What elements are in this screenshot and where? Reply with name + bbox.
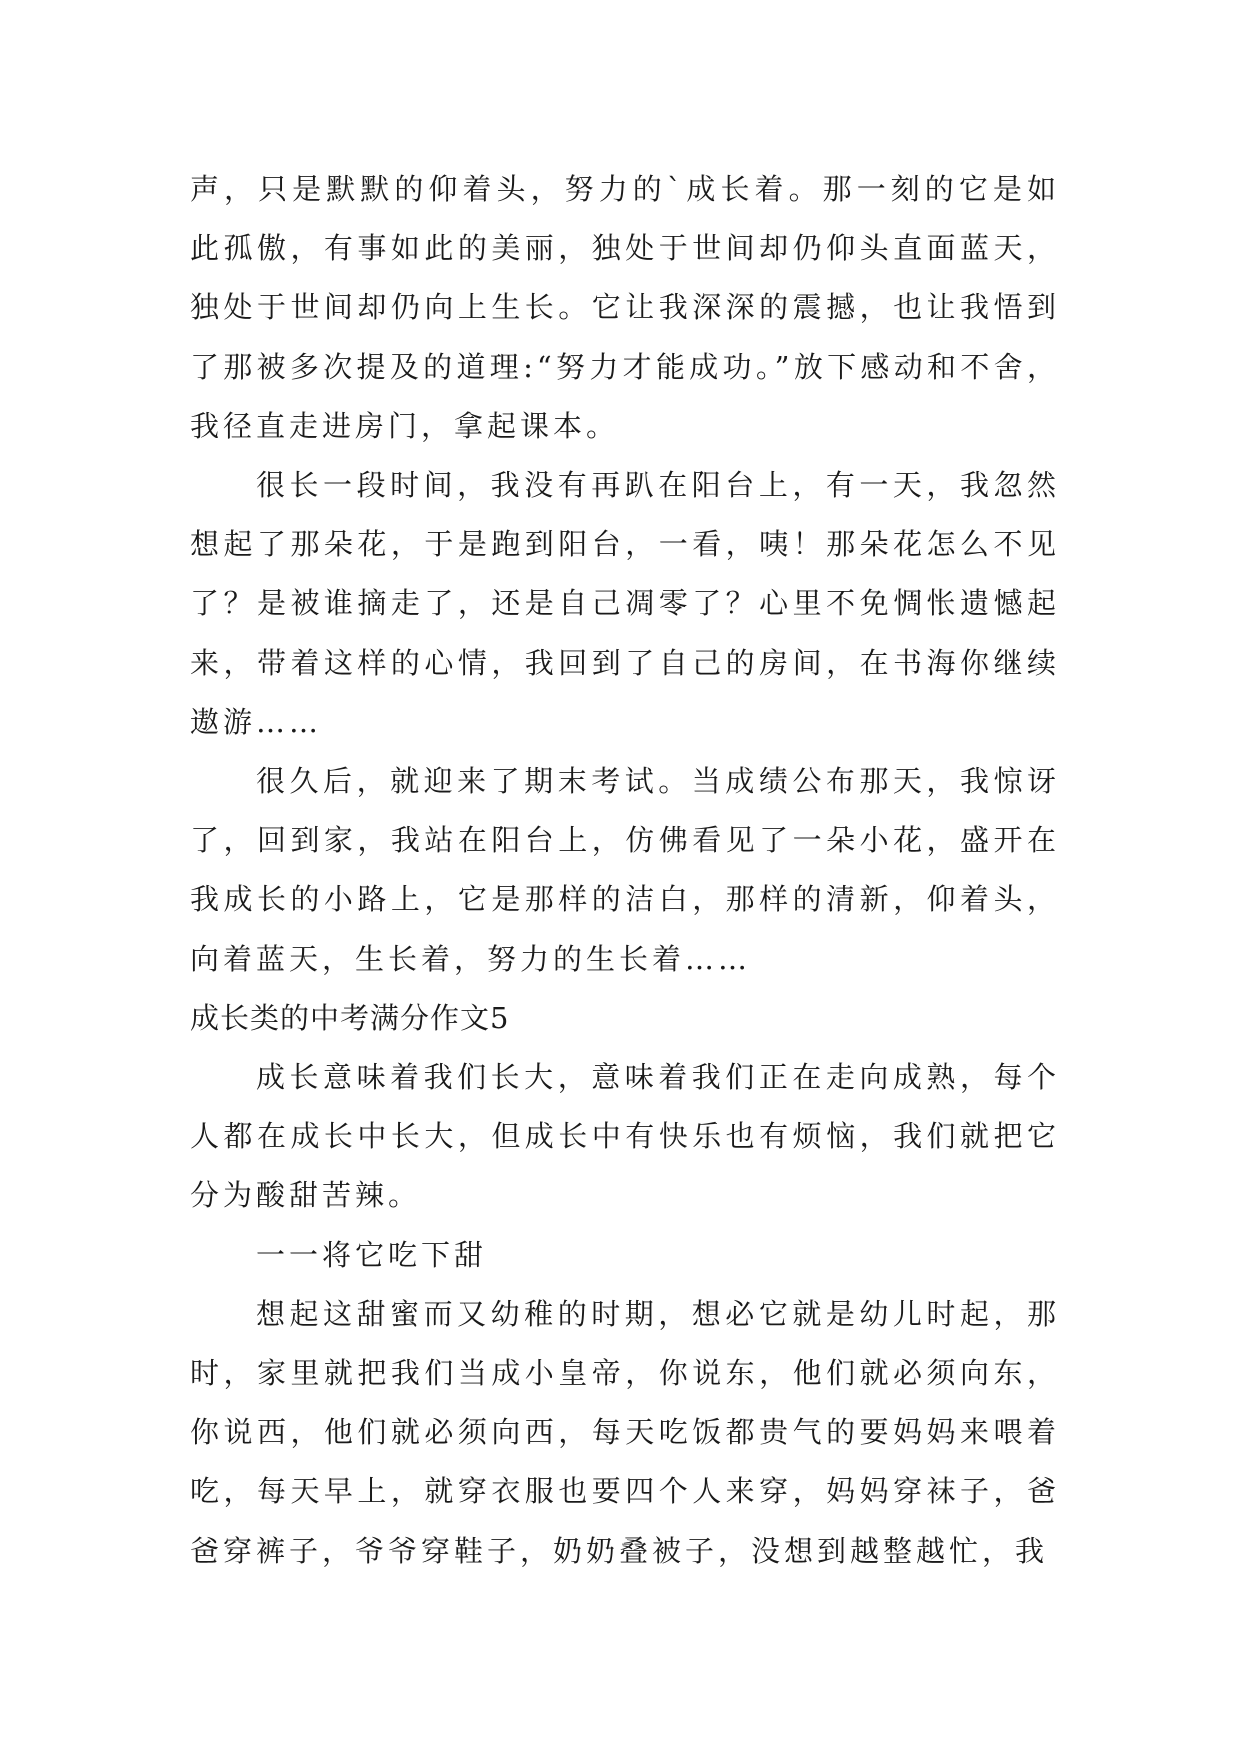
section-title: 成长类的中考满分作文5: [190, 1000, 510, 1035]
paragraph-5: 一一将它吃下甜: [256, 1237, 488, 1272]
paragraph-4: 成长意味着我们长大，意味着我们正在走向成熟，每个人都在成长中长大，但成长中有快乐也有烦恼，我们就把它分为酸甜苦辣。: [190, 1060, 1060, 1213]
paragraph-3: 很久后，就迎来了期末考试。当成绩公布那天，我惊讶了，回到家，我站在阳台上，仿佛看见了一朵小花，盛开在我成长的小路上，它是那样的洁白，那样的清新，仰着头，向着蓝天，生长着，努力的生长着……: [190, 764, 1060, 976]
document-body: [190, 160, 1060, 1581]
paragraph-2: 很长一段时间，我没有再趴在阳台上，有一天，我忽然想起了那朵花，于是跑到阳台，一看，咦！那朵花怎么不见了？是被谁摘走了，还是自己凋零了？心里不免惆怅遗憾起来，带着这样的心情，我回到了自己的房间，在书海你继续遨游……: [190, 468, 1060, 739]
paragraph-6: 想起这甜蜜而又幼稚的时期，想必它就是幼儿时起，那时，家里就把我们当成小皇帝，你说东，他们就必须向东，你说西，他们就必须向西，每天吃饭都贵气的要妈妈来喂着吃，每天早上，就穿衣服也要四个人来穿，妈妈穿袜子，爸爸穿裤子，爷爷穿鞋子，奶奶叠被子，没想到越整越忙，我: [190, 1296, 1060, 1568]
paragraph-1: 声，只是默默的仰着头，努力的`成长着。那一刻的它是如此孤傲，有事如此的美丽，独处于世间却仍仰头直面蓝天，独处于世间却仍向上生长。它让我深深的震撼，也让我悟到了那被多次提及的道理:“努力才能成功。”放下感动和不舍，我径直走进房门，拿起课本。: [190, 172, 1060, 443]
